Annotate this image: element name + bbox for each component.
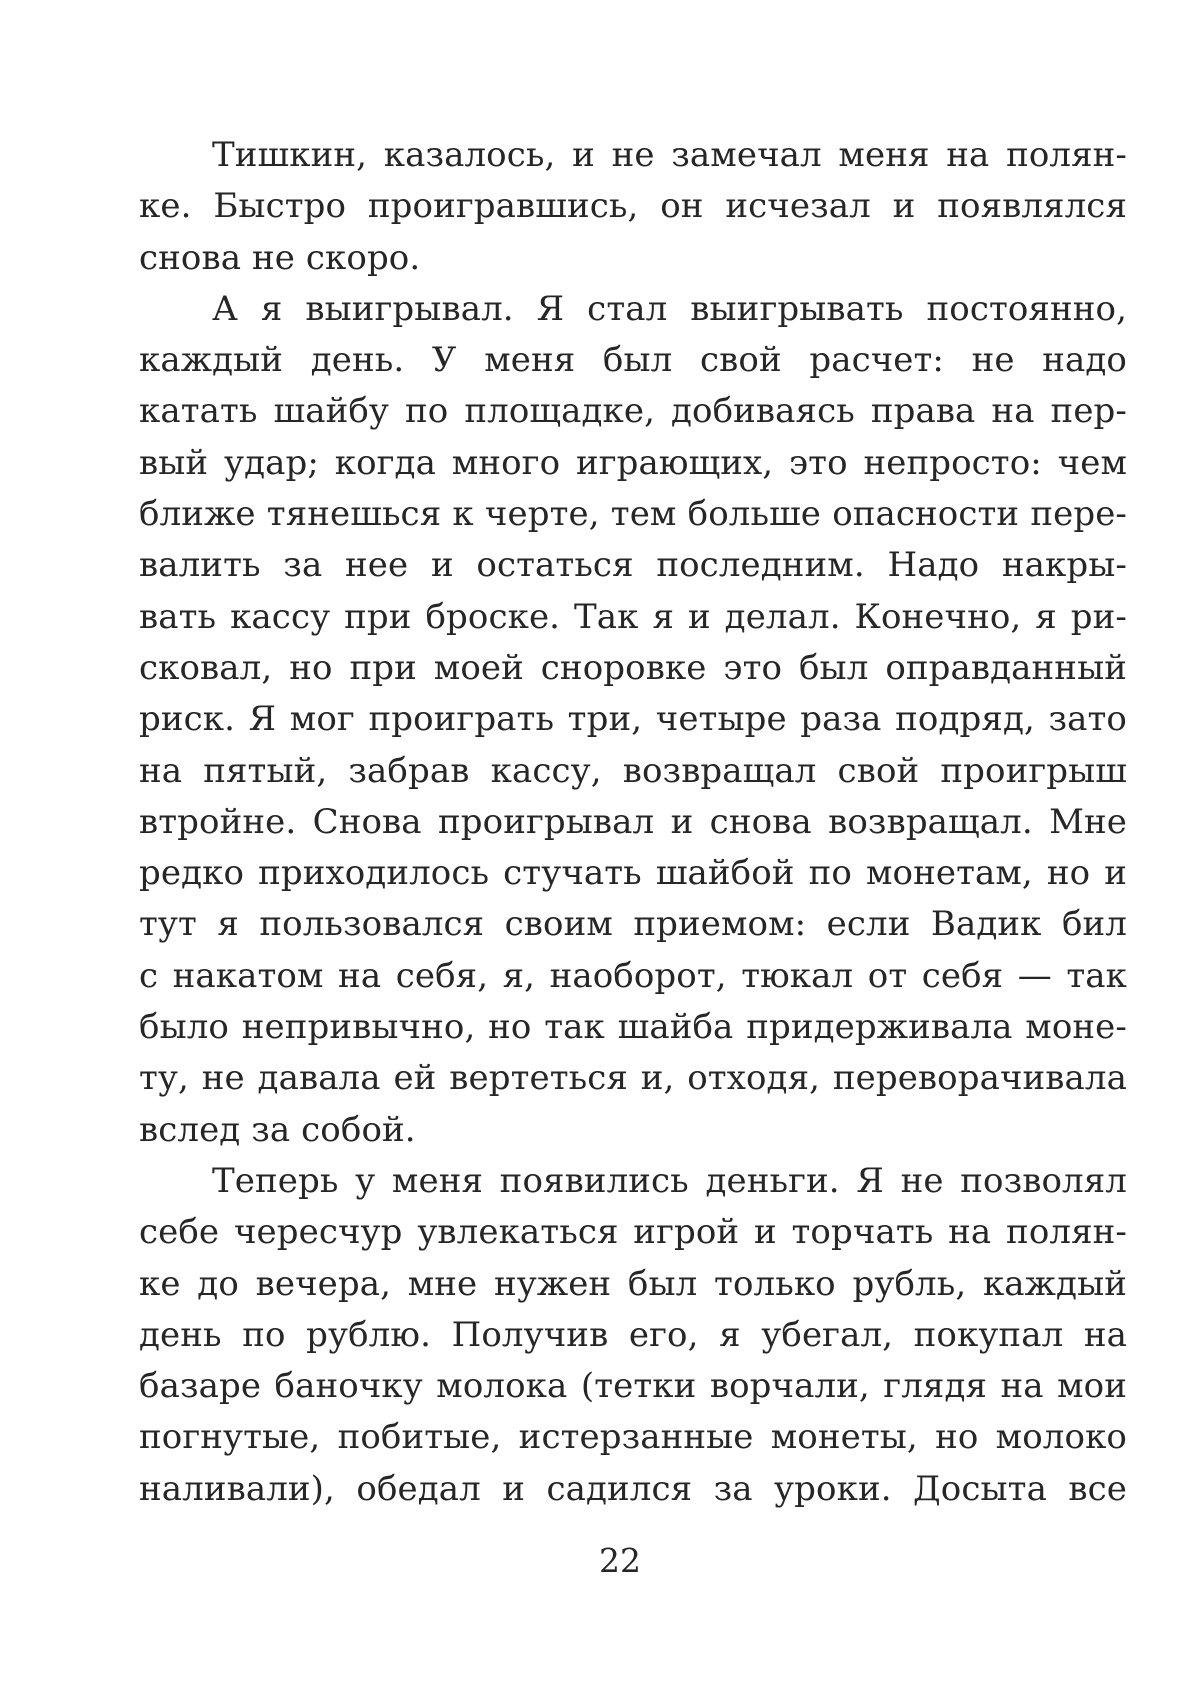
text-line: наливали), обедал и садился за уроки. Досыта все (139, 1468, 1127, 1509)
text-line: риск. Я мог проиграть три, четыре раза подряд, зато (139, 699, 1127, 740)
text-line: сковал, но при моей сноровке это был оправданный (139, 647, 1127, 688)
text-line: вать кассу при броске. Так я и делал. Конечно, я ри- (139, 596, 1127, 637)
text-line: валить за нее и остаться последним. Надо накры- (139, 545, 1127, 586)
text-line: себе чересчур увлекаться игрой и торчать на полян- (139, 1212, 1127, 1253)
text-line: редко приходилось стучать шайбой по монетам, но и (139, 853, 1127, 894)
text-line: ке до вечера, мне нужен был только рубль, каждый (139, 1263, 1127, 1304)
text-line: ту, не давала ей вертеться и, отходя, переворачивала (139, 1058, 1127, 1099)
text-line: ближе тянешься к черте, тем больше опасности пере- (139, 494, 1127, 535)
page-number: 22 (599, 1541, 641, 1580)
body-text (139, 130, 1127, 1515)
text-line: тут я пользовался своим приемом: если Вадик бил (139, 904, 1127, 945)
text-line: вслед за собой. (139, 1109, 416, 1150)
text-line: на пятый, забрав кассу, возвращал свой проигрыш (139, 750, 1127, 791)
text-line: базаре баночку молока (тетки ворчали, глядя на мои (139, 1366, 1127, 1407)
text-line: было непривычно, но так шайба придерживала моне- (139, 1007, 1127, 1048)
text-line: снова не скоро. (139, 237, 421, 278)
text-line: втройне. Снова проигрывал и снова возвращал. Мне (139, 801, 1127, 842)
text-line: с накатом на себя, я, наоборот, тюкал от себя — так (139, 955, 1127, 996)
text-line: день по рублю. Получив его, я убегал, покупал на (139, 1314, 1127, 1355)
text-line: А я выигрывал. Я стал выигрывать постоянно, (212, 288, 1127, 329)
text-line: Тишкин, казалось, и не замечал меня на полян- (212, 135, 1127, 175)
text-line: катать шайбу по площадке, добиваясь права на пер- (139, 391, 1127, 432)
text-line: Теперь у меня появились деньги. Я не позволял (212, 1160, 1127, 1201)
text-line: ке. Быстро проигравшись, он исчезал и появлялся (139, 186, 1127, 227)
text-line: вый удар; когда много играющих, это непросто: чем (139, 442, 1127, 483)
text-line: каждый день. У меня был свой расчет: не надо (139, 340, 1127, 381)
text-line: погнутые, побитые, истерзанные монеты, но молоко (139, 1417, 1127, 1458)
